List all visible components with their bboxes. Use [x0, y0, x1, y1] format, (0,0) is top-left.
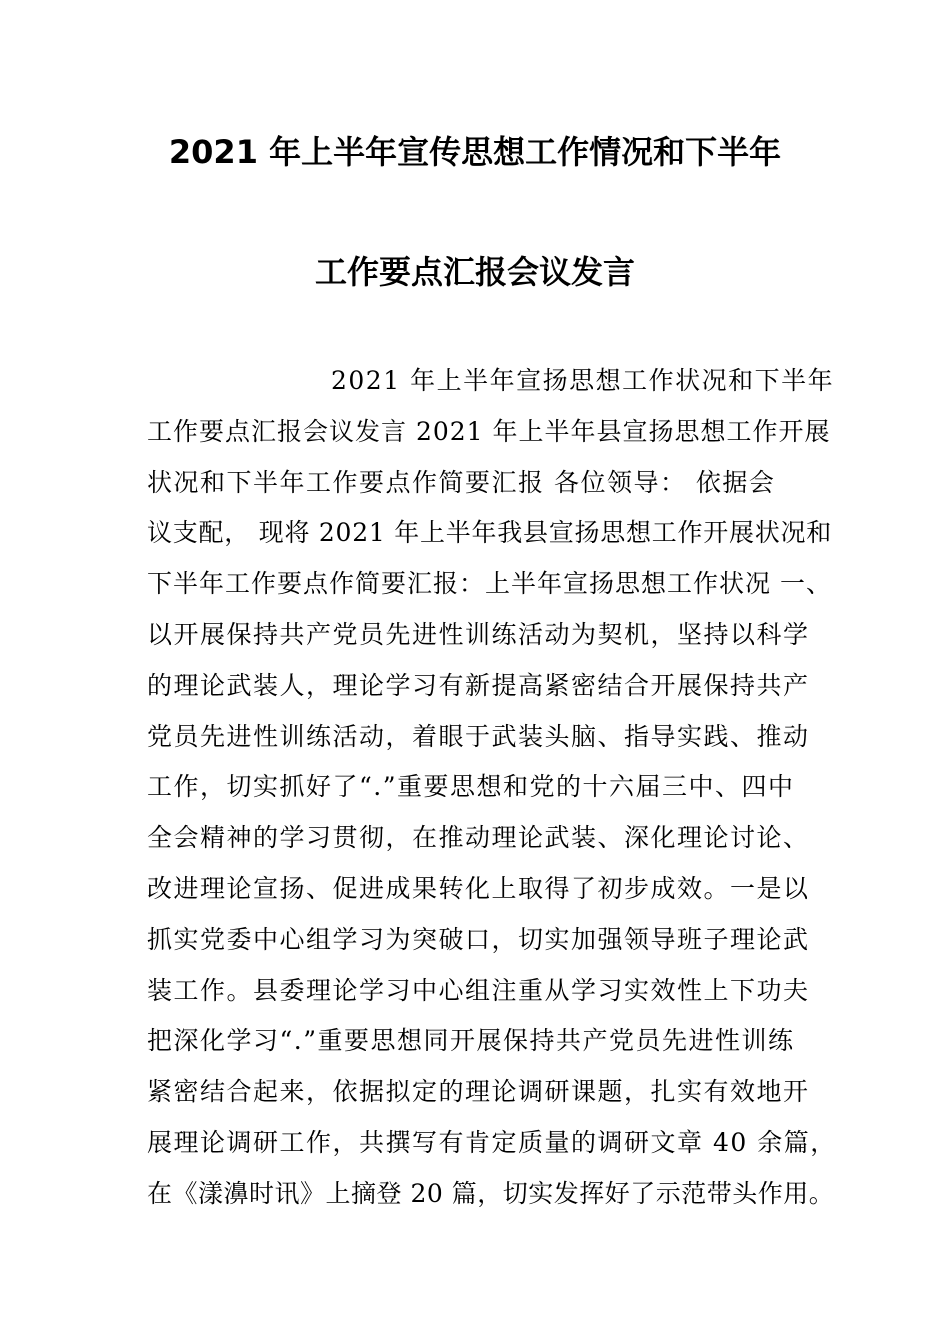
document-title-line-1: 2021 年上半年宣传思想工作情况和下半年 — [168, 133, 782, 171]
body-line: 党员先进性训练活动，着眼于武装头脑、指导实践、推动 — [147, 721, 810, 751]
body-line: 以开展保持共产党员先进性训练活动为契机，坚持以科学 — [147, 619, 810, 649]
body-line: 改进理论宣扬、促进成果转化上取得了初步成效。一是以 — [147, 873, 810, 903]
body-line: 装工作。县委理论学习中心组注重从学习实效性上下功夫 — [147, 975, 810, 1005]
body-line: 展理论调研工作，共撰写有肯定质量的调研文章 40 余篇， — [147, 1127, 837, 1157]
body-line: 紧密结合起来，依据拟定的理论调研课题，扎实有效地开 — [147, 1077, 810, 1107]
body-line: 的理论武装人，理论学习有新提高紧密结合开展保持共产 — [147, 670, 810, 700]
body-line: 在《漾濞时讯》上摘登 20 篇，切实发挥好了示范带头作用。 — [147, 1178, 835, 1208]
body-line: 2021 年上半年宣扬思想工作状况和下半年 — [331, 366, 835, 395]
body-line: 下半年工作要点作简要汇报：上半年宣扬思想工作状况 一、 — [147, 569, 832, 599]
body-line: 工作要点汇报会议发言 2021 年上半年县宣扬思想工作开展 — [147, 416, 831, 446]
body-line: 议支配， 现将 2021 年上半年我县宣扬思想工作开展状况和 — [147, 518, 832, 548]
document-body — [147, 356, 837, 1220]
body-line: 抓实党委中心组学习为突破口，切实加强领导班子理论武 — [147, 924, 810, 954]
body-line: 状况和下半年工作要点作简要汇报 各位领导： 依据会 — [147, 467, 776, 497]
body-line: 全会精神的学习贯彻，在推动理论武装、深化理论讨论、 — [147, 823, 810, 853]
body-line: 工作，切实抓好了“.”重要思想和党的十六届三中、四中 — [147, 772, 795, 802]
body-line: 把深化学习“.”重要思想同开展保持共产党员先进性训练 — [147, 1026, 795, 1056]
document-title-line-2: 工作要点汇报会议发言 — [314, 253, 635, 291]
